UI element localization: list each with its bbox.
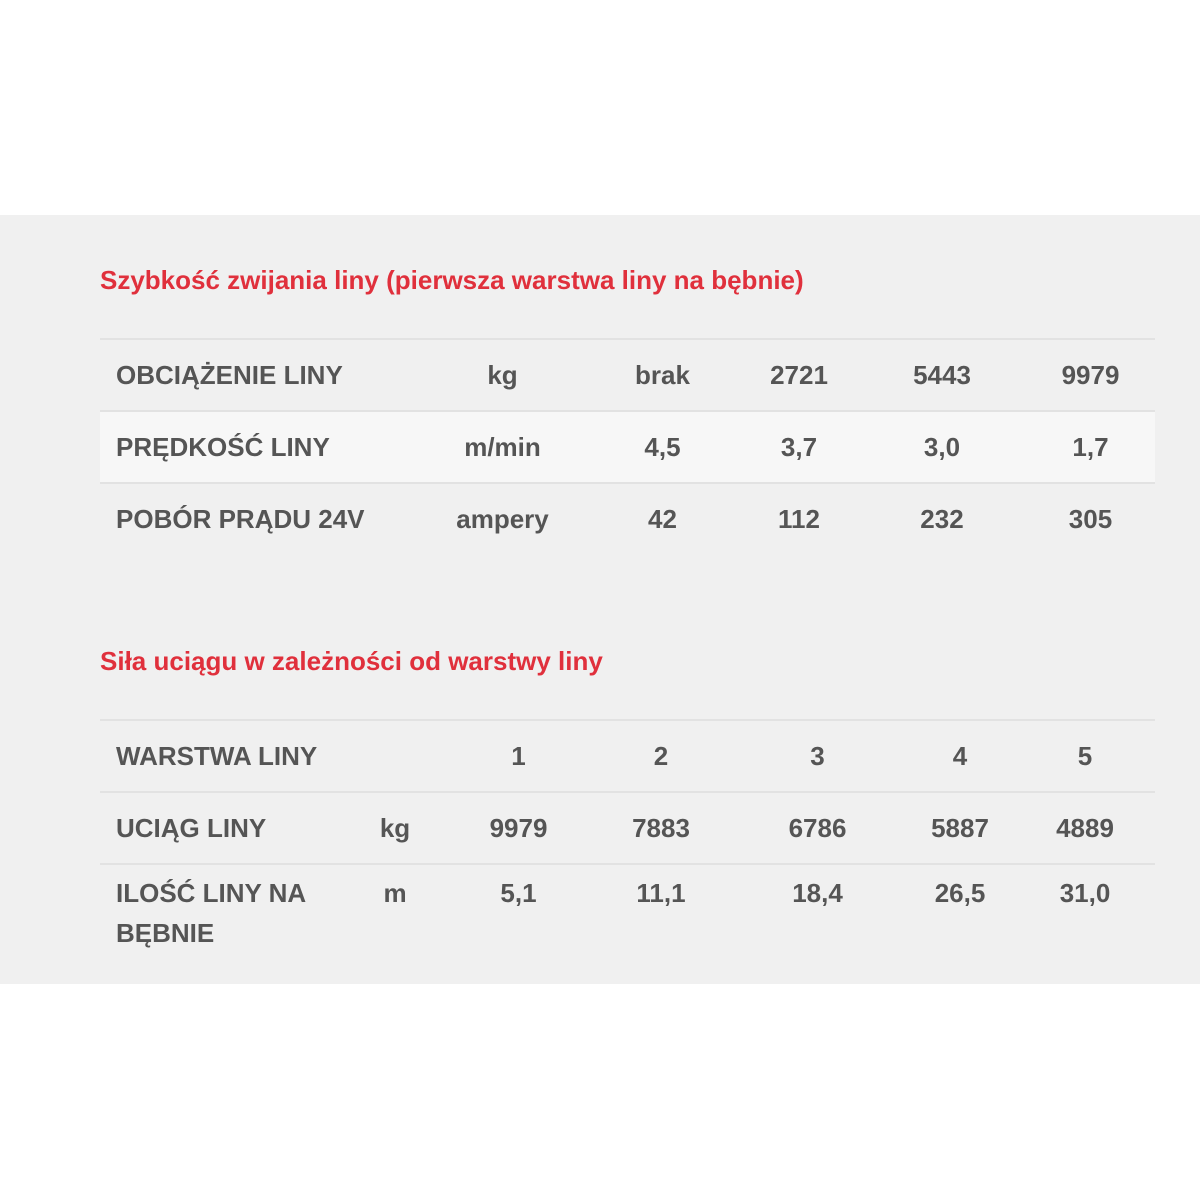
table-cell: 112	[778, 503, 820, 534]
table-cell: 18,4	[792, 878, 843, 908]
table-cell: 2	[592, 720, 730, 792]
table-cell: 2721	[740, 339, 858, 411]
row-label: ILOŚĆ LINY NA BĘBNIE	[116, 878, 306, 948]
table-cell: 4,5	[585, 411, 740, 483]
row-label: POBÓR PRĄDU 24V	[116, 503, 365, 534]
table-cell: 31,0	[1059, 878, 1111, 908]
table-cell: 9979	[445, 792, 592, 864]
table-cell: 4889	[1015, 792, 1155, 864]
table-row	[100, 411, 1155, 483]
table-cell: 4	[905, 720, 1015, 792]
table-cell: 6786	[730, 792, 905, 864]
table-cell: 3,0	[858, 411, 1026, 483]
table-cell: 9979	[1026, 339, 1155, 411]
table-cell: 11,1	[636, 878, 686, 908]
table-row	[100, 339, 1155, 411]
row-unit: kg	[345, 792, 445, 864]
table-cell: 3,7	[740, 411, 858, 483]
winding-speed-title: Szybkość zwijania liny (pierwsza warstwa liny na bębnie)	[100, 265, 804, 295]
pulling-force-title: Siła uciągu w zależności od warstwy liny	[100, 646, 603, 676]
row-label: OBCIĄŻENIE LINY	[100, 339, 420, 411]
spec-panel	[0, 215, 1200, 984]
table-cell: 3	[730, 720, 905, 792]
row-unit: m	[383, 878, 407, 908]
pulling-force-table	[100, 719, 1155, 961]
row-label: PRĘDKOŚĆ LINY	[100, 411, 420, 483]
row-unit	[345, 720, 445, 792]
table-cell: 1,7	[1026, 411, 1155, 483]
row-label: UCIĄG LINY	[100, 792, 345, 864]
table-cell: 1	[445, 720, 592, 792]
table-cell: 5887	[905, 792, 1015, 864]
table-row	[100, 792, 1155, 864]
table-cell: 7883	[592, 792, 730, 864]
table-row	[100, 720, 1155, 792]
row-unit: m/min	[420, 411, 585, 483]
row-unit: ampery	[456, 503, 549, 534]
row-label: WARSTWA LINY	[100, 720, 345, 792]
table-row	[100, 864, 1155, 961]
table-cell: 5	[1015, 720, 1155, 792]
table-cell: 232	[920, 503, 964, 534]
table-cell: 305	[1068, 503, 1113, 534]
table-cell: 26,5	[934, 878, 986, 908]
row-unit: kg	[420, 339, 585, 411]
table-cell: 5443	[858, 339, 1026, 411]
table-cell: 42	[648, 503, 677, 534]
table-row	[100, 483, 1155, 554]
table-cell: 5,1	[500, 878, 537, 908]
table-cell: brak	[585, 339, 740, 411]
winding-speed-table	[100, 338, 1155, 554]
